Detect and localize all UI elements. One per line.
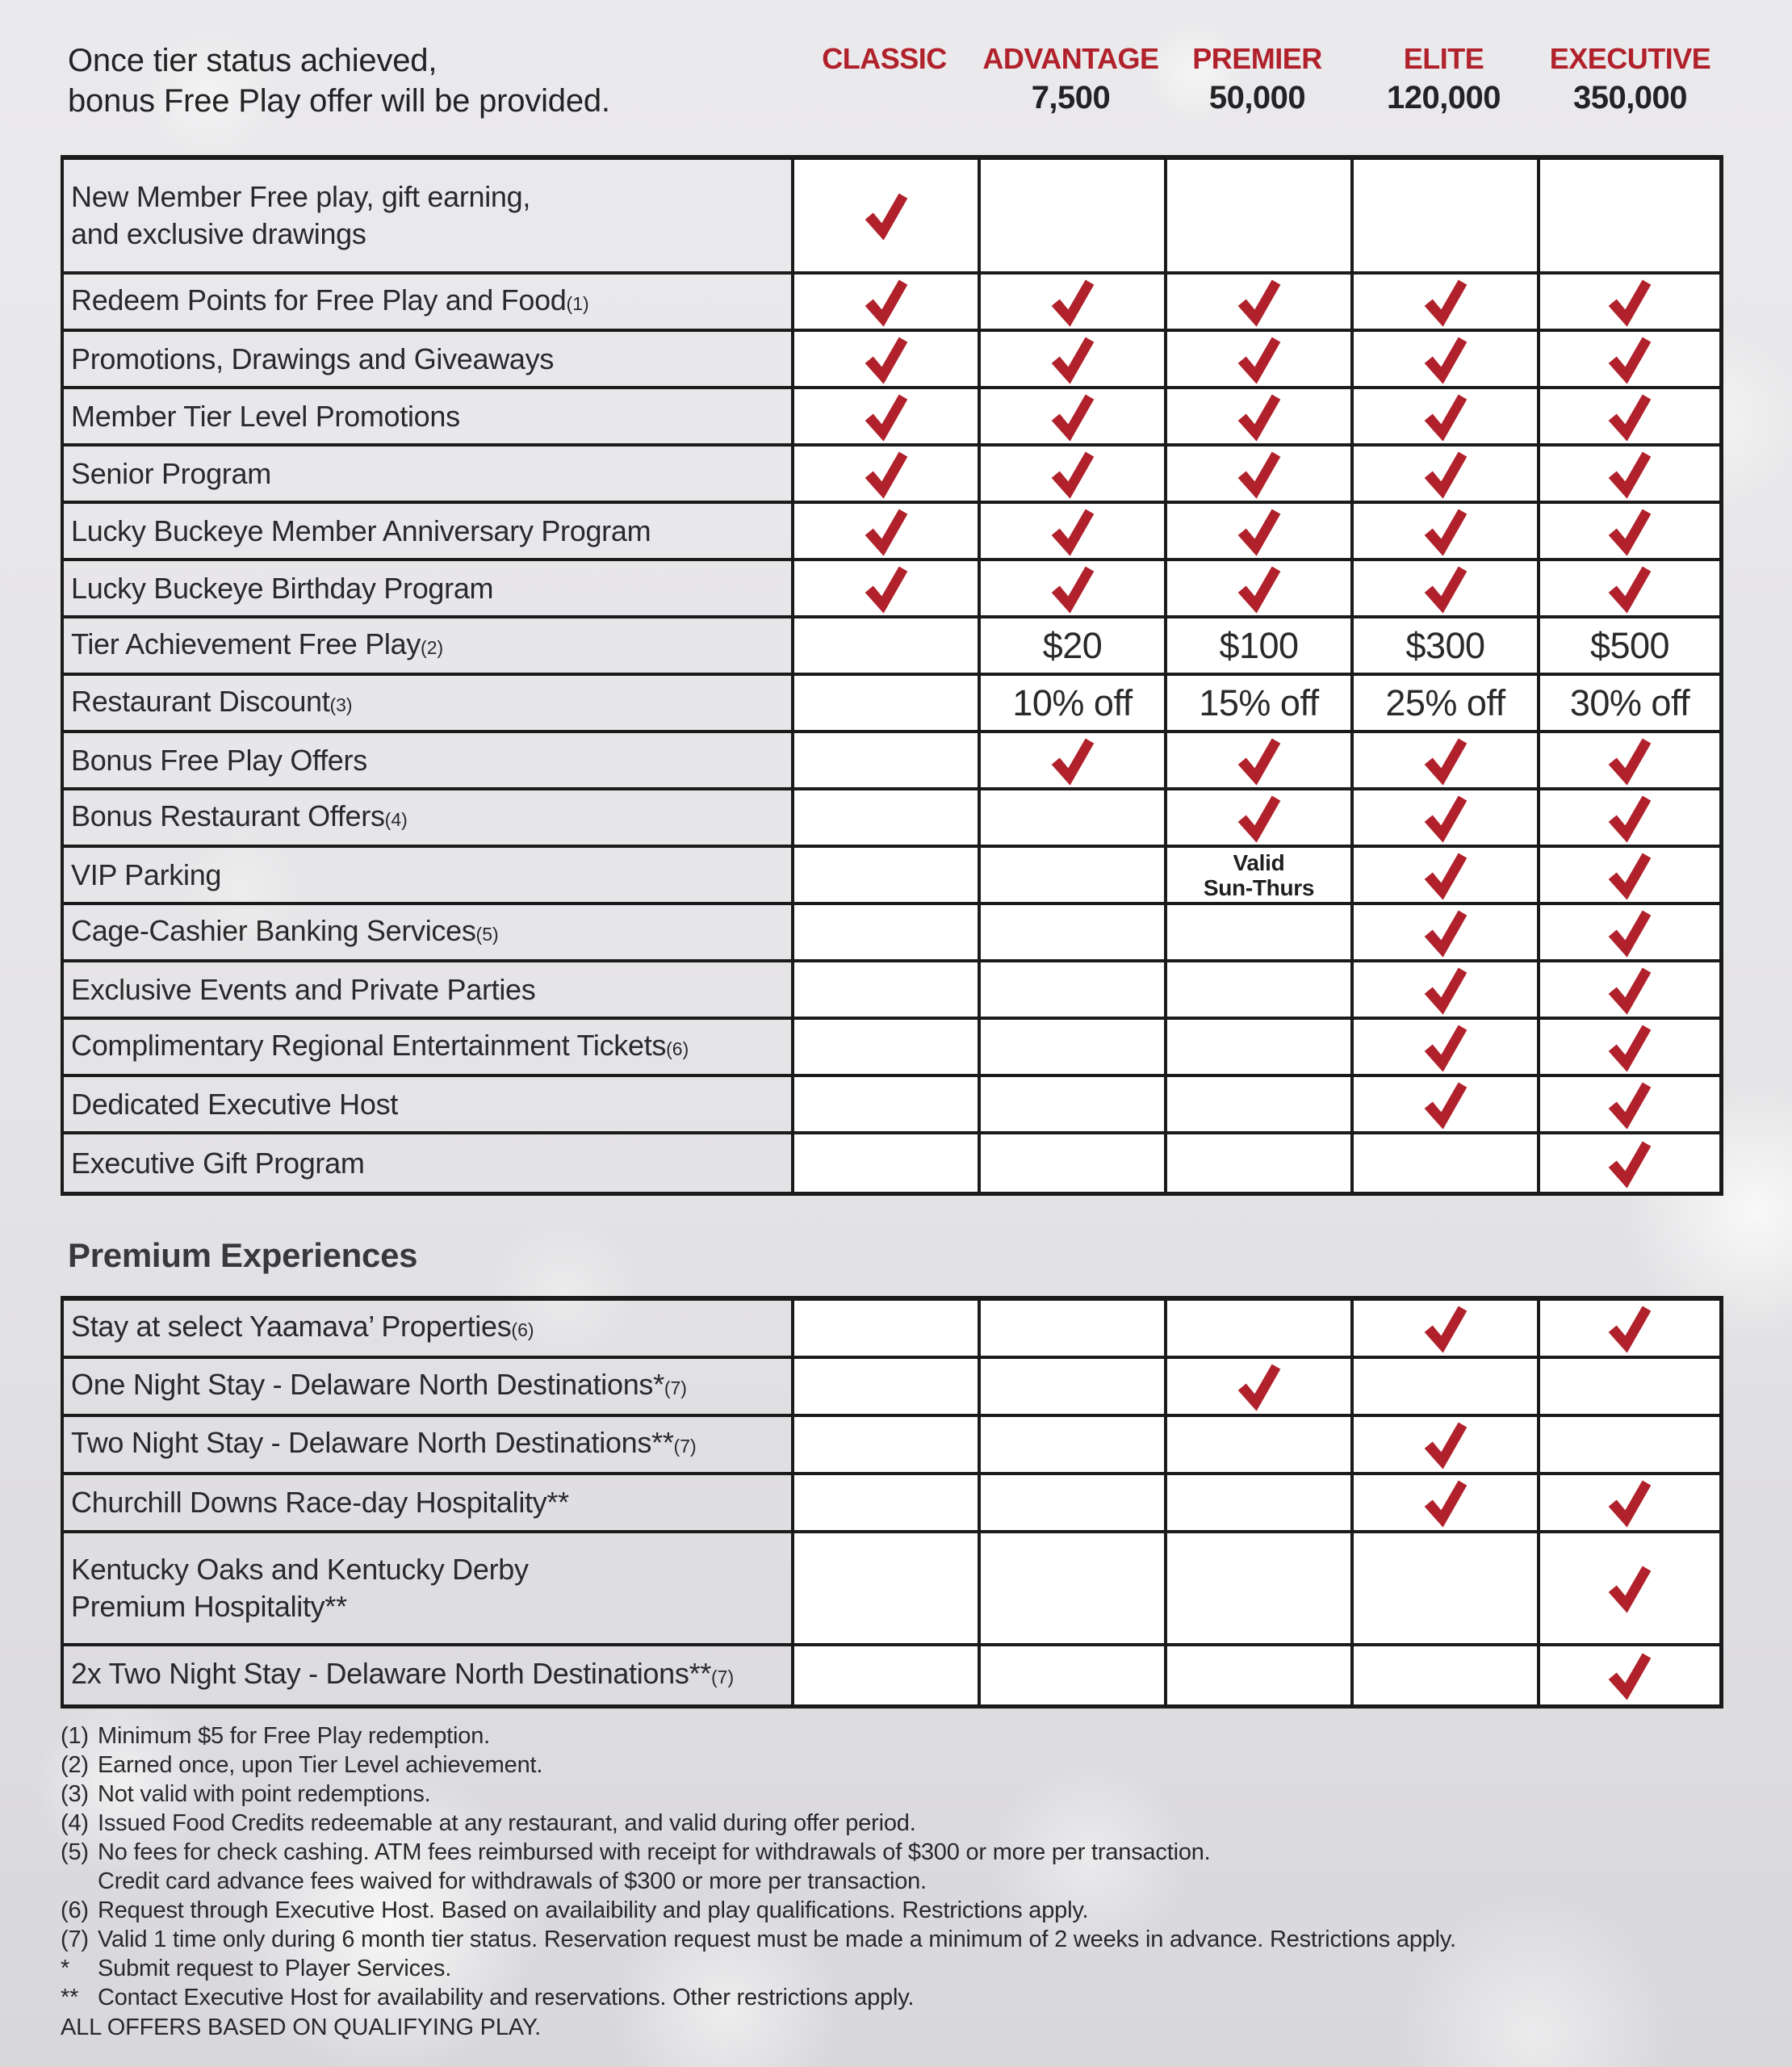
cell-value: $300 xyxy=(1405,624,1485,666)
benefit-cell xyxy=(978,1417,1164,1475)
row-label xyxy=(61,1646,791,1704)
row-label xyxy=(61,790,791,848)
check-icon xyxy=(1423,1419,1468,1471)
intro-line-1: Once tier status achieved, xyxy=(68,43,438,78)
benefit-cell xyxy=(978,1646,1164,1704)
benefit-cell xyxy=(791,676,978,733)
footnote-text: Request through Executive Host. Based on availaibility and play qualifications. Restrictions apply. xyxy=(98,1897,1089,1923)
check-icon xyxy=(1607,1478,1652,1529)
check-icon xyxy=(1423,334,1468,386)
benefit-cell xyxy=(1164,962,1350,1020)
benefit-cell xyxy=(1537,618,1723,676)
check-icon xyxy=(1423,908,1468,959)
cell-value: $500 xyxy=(1589,624,1670,666)
row-label-text: Stay at select Yaamava’ Properties(6) xyxy=(71,1310,534,1343)
benefit-cell xyxy=(1350,676,1537,733)
benefit-cell xyxy=(1164,1020,1350,1077)
benefit-cell xyxy=(1164,1475,1350,1533)
row-label-text: Lucky Buckeye Member Anniversary Program xyxy=(71,514,651,547)
tier-points: 7,500 xyxy=(1031,80,1111,115)
check-icon xyxy=(1607,965,1652,1017)
tier-headers xyxy=(791,40,1723,118)
cell-text: Valid Sun-Thurs xyxy=(1203,849,1315,900)
benefit-cell xyxy=(1350,1417,1537,1475)
benefit-cell xyxy=(1164,1417,1350,1475)
benefit-cell xyxy=(978,848,1164,905)
check-icon xyxy=(1607,1650,1652,1702)
benefit-cell xyxy=(1164,790,1350,848)
row-label xyxy=(61,332,791,389)
benefit-cell xyxy=(1164,733,1350,790)
check-icon xyxy=(1237,736,1282,787)
benefit-cell xyxy=(1350,1359,1537,1417)
benefit-cell xyxy=(791,1134,978,1192)
check-icon xyxy=(1423,1022,1468,1074)
footnotes xyxy=(61,1721,1723,2012)
row-label xyxy=(61,618,791,676)
benefit-cell xyxy=(1350,561,1537,618)
benefit-cell xyxy=(791,790,978,848)
benefit-cell xyxy=(1537,1134,1723,1192)
check-icon xyxy=(1237,392,1282,443)
cell-value: 15% off xyxy=(1199,681,1319,723)
check-icon xyxy=(1607,334,1652,386)
tier-points: 120,000 xyxy=(1386,80,1501,115)
benefit-cell xyxy=(1537,275,1723,332)
check-icon xyxy=(864,191,909,242)
check-icon xyxy=(1423,736,1468,787)
row-label-footnote-ref: (6) xyxy=(666,1038,689,1059)
check-icon xyxy=(1237,277,1282,329)
benefit-cell xyxy=(1537,1417,1723,1475)
check-icon xyxy=(1050,392,1095,443)
benefit-cell xyxy=(978,676,1164,733)
benefit-cell xyxy=(1350,1020,1537,1077)
benefit-cell xyxy=(1537,160,1723,275)
check-icon xyxy=(1423,277,1468,329)
footnote-text: Contact Executive Host for availability and reservations. Other restrictions apply. xyxy=(98,1985,915,2010)
benefit-cell xyxy=(1350,160,1537,275)
check-icon xyxy=(1607,1303,1652,1355)
row-label xyxy=(61,160,791,275)
row-label xyxy=(61,733,791,790)
benefit-cell xyxy=(978,447,1164,504)
row-label-footnote-ref: (3) xyxy=(329,694,353,715)
row-label xyxy=(61,1417,791,1475)
benefit-cell xyxy=(791,1077,978,1134)
benefit-cell xyxy=(1350,790,1537,848)
benefit-cell xyxy=(1350,1533,1537,1646)
footnote-marker: (6) xyxy=(61,1897,89,1923)
benefit-cell xyxy=(1537,848,1723,905)
check-icon xyxy=(1237,564,1282,615)
row-label-footnote-ref: (2) xyxy=(421,636,444,658)
benefit-cell xyxy=(1350,1646,1537,1704)
benefit-cell xyxy=(978,790,1164,848)
tier-points: 50,000 xyxy=(1208,80,1306,115)
tier-name: EXECUTIVE xyxy=(1549,42,1711,75)
tier-header-advantage xyxy=(978,40,1164,118)
footnote-marker: * xyxy=(61,1956,70,1981)
benefit-cell xyxy=(978,1533,1164,1646)
check-icon xyxy=(1237,1361,1282,1413)
check-icon xyxy=(864,277,909,329)
benefit-cell xyxy=(1350,733,1537,790)
benefit-cell xyxy=(791,504,978,561)
benefit-cell xyxy=(1537,905,1723,962)
check-icon xyxy=(1607,1138,1652,1190)
benefit-cell xyxy=(978,962,1164,1020)
check-icon xyxy=(1607,736,1652,787)
footnote xyxy=(61,1838,1723,1867)
benefit-cell xyxy=(978,275,1164,332)
benefit-cell xyxy=(978,504,1164,561)
benefit-cell xyxy=(978,160,1164,275)
check-icon xyxy=(1423,965,1468,1017)
benefit-cell xyxy=(1164,389,1350,447)
row-label-text: Cage-Cashier Banking Services(5) xyxy=(71,913,499,947)
footnote-text: Earned once, upon Tier Level achievement. xyxy=(98,1752,543,1778)
row-label-text: Lucky Buckeye Birthday Program xyxy=(71,571,494,605)
cell-value: 10% off xyxy=(1012,681,1133,723)
benefit-cell xyxy=(1537,1077,1723,1134)
benefit-cell xyxy=(1164,1359,1350,1417)
check-icon xyxy=(1423,1303,1468,1355)
row-label-footnote-ref: (7) xyxy=(664,1377,687,1398)
tier-name: ELITE xyxy=(1403,42,1484,75)
benefit-cell xyxy=(791,1417,978,1475)
row-label xyxy=(61,1020,791,1077)
benefit-cell xyxy=(1164,332,1350,389)
intro-text xyxy=(61,40,791,121)
footnote xyxy=(61,1809,1723,1838)
footnote-text: Credit card advance fees waived for withdrawals of $300 or more per transaction. xyxy=(98,1868,927,1894)
footnote xyxy=(61,1780,1723,1809)
benefit-cell xyxy=(978,733,1164,790)
row-label xyxy=(61,1359,791,1417)
check-icon xyxy=(1607,793,1652,845)
benefit-cell xyxy=(791,1475,978,1533)
benefit-cell xyxy=(791,1359,978,1417)
row-label-footnote-ref: (7) xyxy=(711,1667,735,1688)
row-label-text: Redeem Points for Free Play and Food(1) xyxy=(71,283,589,317)
row-label xyxy=(61,962,791,1020)
benefit-cell xyxy=(1350,962,1537,1020)
check-icon xyxy=(1423,850,1468,902)
row-label-text: Exclusive Events and Private Parties xyxy=(71,972,536,1006)
check-icon xyxy=(1607,449,1652,501)
benefit-cell xyxy=(978,561,1164,618)
benefit-cell xyxy=(978,389,1164,447)
benefit-cell xyxy=(1537,332,1723,389)
row-label xyxy=(61,561,791,618)
benefit-cell xyxy=(978,618,1164,676)
benefit-cell xyxy=(1164,1533,1350,1646)
benefit-cell xyxy=(1537,1533,1723,1646)
benefit-cell xyxy=(1164,504,1350,561)
row-label xyxy=(61,275,791,332)
benefit-cell xyxy=(791,389,978,447)
row-label-text: Kentucky Oaks and Kentucky Derby Premium Hospitality** xyxy=(71,1553,529,1623)
row-label xyxy=(61,1134,791,1192)
tier-name: PREMIER xyxy=(1192,42,1322,75)
row-label-footnote-ref: (6) xyxy=(511,1319,534,1340)
benefit-cell xyxy=(978,905,1164,962)
check-icon xyxy=(864,564,909,615)
benefit-cell xyxy=(791,275,978,332)
benefit-cell xyxy=(978,332,1164,389)
check-icon xyxy=(1607,564,1652,615)
benefit-cell xyxy=(1164,618,1350,676)
benefit-cell xyxy=(1164,275,1350,332)
benefit-cell xyxy=(1537,1301,1723,1359)
footnote xyxy=(61,1721,1723,1750)
benefit-cell xyxy=(1537,733,1723,790)
benefit-cell xyxy=(1350,332,1537,389)
check-icon xyxy=(1050,449,1095,501)
row-label-text: Tier Achievement Free Play(2) xyxy=(71,627,444,660)
cell-value: 30% off xyxy=(1569,681,1690,723)
row-label-text: New Member Free play, gift earning, and exclusive drawings xyxy=(71,180,531,250)
benefit-cell xyxy=(791,1533,978,1646)
benefit-cell xyxy=(1350,447,1537,504)
benefit-cell xyxy=(791,1301,978,1359)
row-label-text: Bonus Restaurant Offers(4) xyxy=(71,799,408,832)
row-label-footnote-ref: (1) xyxy=(566,292,589,314)
benefit-cell xyxy=(1164,1301,1350,1359)
footnote xyxy=(61,1925,1723,1954)
benefit-cell xyxy=(1350,389,1537,447)
benefit-cell xyxy=(1537,676,1723,733)
benefit-cell xyxy=(1537,1475,1723,1533)
check-icon xyxy=(1050,564,1095,615)
check-icon xyxy=(1423,1478,1468,1529)
closing-note: ALL OFFERS BASED ON QUALIFYING PLAY. xyxy=(61,2015,542,2040)
footnote-marker: (4) xyxy=(61,1810,89,1836)
benefit-cell xyxy=(1350,1475,1537,1533)
check-icon xyxy=(1423,564,1468,615)
footnote-text: Not valid with point redemptions. xyxy=(98,1781,431,1807)
benefit-cell xyxy=(1164,561,1350,618)
tier-header-premier xyxy=(1164,40,1350,118)
benefit-cell xyxy=(791,733,978,790)
benefit-cell xyxy=(1537,790,1723,848)
benefit-cell xyxy=(791,962,978,1020)
tier-name: ADVANTAGE xyxy=(982,42,1159,75)
benefit-cell xyxy=(1350,1134,1537,1192)
row-label-text: Senior Program xyxy=(71,456,271,490)
table-header xyxy=(61,40,1723,121)
benefit-cell xyxy=(978,1134,1164,1192)
check-icon xyxy=(1607,1080,1652,1131)
footnote xyxy=(61,1750,1723,1780)
benefit-cell xyxy=(1164,848,1350,905)
check-icon xyxy=(1050,277,1095,329)
footnote-text: Minimum $5 for Free Play redemption. xyxy=(98,1723,490,1749)
row-label-footnote-ref: (5) xyxy=(475,923,499,945)
footnote-text: Submit request to Player Services. xyxy=(98,1956,452,1981)
benefit-cell xyxy=(791,618,978,676)
benefit-cell xyxy=(1350,905,1537,962)
footnote-marker: (3) xyxy=(61,1781,89,1807)
footnote xyxy=(61,1983,1723,2012)
benefit-cell xyxy=(791,848,978,905)
footnote-text: No fees for check cashing. ATM fees reimbursed with receipt for withdrawals of $300 or more per transaction. xyxy=(98,1839,1211,1865)
benefit-cell xyxy=(978,1020,1164,1077)
benefit-cell xyxy=(1164,905,1350,962)
check-icon xyxy=(864,392,909,443)
check-icon xyxy=(1237,449,1282,501)
footnote xyxy=(61,1954,1723,1983)
row-label-text: One Night Stay - Delaware North Destinations*(7) xyxy=(71,1368,687,1401)
benefit-cell xyxy=(1164,1646,1350,1704)
row-label-text: 2x Two Night Stay - Delaware North Destinations**(7) xyxy=(71,1657,735,1690)
benefit-cell xyxy=(791,905,978,962)
footnote xyxy=(61,1867,1723,1896)
tier-header-executive xyxy=(1537,40,1723,118)
footnote-marker: (5) xyxy=(61,1839,89,1865)
row-label-footnote-ref: (7) xyxy=(673,1436,697,1457)
row-label-footnote-ref: (4) xyxy=(384,808,408,830)
footnote xyxy=(61,1896,1723,1925)
check-icon xyxy=(864,334,909,386)
row-label xyxy=(61,504,791,561)
benefit-cell xyxy=(1537,1020,1723,1077)
footnote-marker: ** xyxy=(61,1985,79,2010)
row-label-text: Restaurant Discount(3) xyxy=(71,684,353,718)
row-label-text: Executive Gift Program xyxy=(71,1146,365,1180)
row-label xyxy=(61,1301,791,1359)
benefit-cell xyxy=(1164,1134,1350,1192)
benefit-cell xyxy=(1537,561,1723,618)
row-label-text: Dedicated Executive Host xyxy=(71,1087,399,1121)
row-label xyxy=(61,1533,791,1646)
benefit-cell xyxy=(1350,504,1537,561)
row-label xyxy=(61,1475,791,1533)
premium-experiences-heading: Premium Experiences xyxy=(68,1236,418,1274)
benefit-cell xyxy=(1350,1077,1537,1134)
check-icon xyxy=(1607,506,1652,558)
benefit-cell xyxy=(1537,447,1723,504)
benefit-cell xyxy=(791,1020,978,1077)
cell-value: $20 xyxy=(1042,624,1103,666)
benefit-cell xyxy=(791,1646,978,1704)
row-label xyxy=(61,1077,791,1134)
check-icon xyxy=(1607,1022,1652,1074)
row-label-text: VIP Parking xyxy=(71,857,222,891)
benefit-cell xyxy=(1537,1359,1723,1417)
row-label xyxy=(61,447,791,504)
footnote-marker: (1) xyxy=(61,1723,89,1749)
cell-value: 25% off xyxy=(1385,681,1505,723)
tier-header-classic xyxy=(791,40,978,118)
row-label xyxy=(61,389,791,447)
footnote-text: Issued Food Credits redeemable at any restaurant, and valid during offer period. xyxy=(98,1810,916,1836)
footnote-marker: (7) xyxy=(61,1927,89,1952)
check-icon xyxy=(1237,334,1282,386)
row-label xyxy=(61,676,791,733)
benefit-cell xyxy=(791,160,978,275)
check-icon xyxy=(1607,908,1652,959)
benefit-cell xyxy=(1350,848,1537,905)
benefit-cell xyxy=(1537,1646,1723,1704)
tier-points: 350,000 xyxy=(1572,80,1688,115)
benefits-table xyxy=(61,155,1723,1196)
check-icon xyxy=(1237,793,1282,845)
check-icon xyxy=(1050,334,1095,386)
benefit-cell xyxy=(978,1359,1164,1417)
benefit-cell xyxy=(978,1301,1164,1359)
benefit-cell xyxy=(978,1475,1164,1533)
cell-value: $100 xyxy=(1219,624,1299,666)
check-icon xyxy=(1050,736,1095,787)
intro-line-2: bonus Free Play offer will be provided. xyxy=(68,83,610,119)
row-label xyxy=(61,905,791,962)
tier-name: CLASSIC xyxy=(822,42,947,75)
benefit-cell xyxy=(978,1077,1164,1134)
benefit-cell xyxy=(1537,962,1723,1020)
row-label-text: Two Night Stay - Delaware North Destinations**(7) xyxy=(71,1426,697,1459)
check-icon xyxy=(1423,1080,1468,1131)
row-label-text: Promotions, Drawings and Giveaways xyxy=(71,342,555,375)
check-icon xyxy=(1607,850,1652,902)
premium-table xyxy=(61,1296,1723,1709)
tier-header-elite xyxy=(1350,40,1537,118)
benefit-cell xyxy=(791,561,978,618)
row-label-text: Complimentary Regional Entertainment Tickets(6) xyxy=(71,1028,689,1062)
benefit-cell xyxy=(791,447,978,504)
benefit-cell xyxy=(1164,447,1350,504)
row-label-text: Churchill Downs Race-day Hospitality** xyxy=(71,1486,569,1519)
footnote-text: Valid 1 time only during 6 month tier status. Reservation request must be made a minimum of 2 weeks in advance. Restrictions apply. xyxy=(98,1927,1456,1952)
benefit-cell xyxy=(1164,1077,1350,1134)
benefit-cell xyxy=(1537,504,1723,561)
check-icon xyxy=(864,449,909,501)
check-icon xyxy=(864,506,909,558)
benefit-cell xyxy=(1537,389,1723,447)
check-icon xyxy=(1423,506,1468,558)
benefit-cell xyxy=(1164,676,1350,733)
check-icon xyxy=(1050,506,1095,558)
check-icon xyxy=(1607,1563,1652,1615)
benefit-cell xyxy=(791,332,978,389)
footnote-marker xyxy=(61,1867,98,1896)
footnote-marker: (2) xyxy=(61,1752,89,1778)
benefit-cell xyxy=(1350,1301,1537,1359)
benefit-cell xyxy=(1164,160,1350,275)
benefit-cell xyxy=(1350,618,1537,676)
benefit-cell xyxy=(1350,275,1537,332)
check-icon xyxy=(1237,506,1282,558)
row-label-text: Member Tier Level Promotions xyxy=(71,399,460,433)
check-icon xyxy=(1607,277,1652,329)
check-icon xyxy=(1423,392,1468,443)
check-icon xyxy=(1423,793,1468,845)
check-icon xyxy=(1607,392,1652,443)
check-icon xyxy=(1423,449,1468,501)
row-label xyxy=(61,848,791,905)
row-label-text: Bonus Free Play Offers xyxy=(71,743,367,777)
